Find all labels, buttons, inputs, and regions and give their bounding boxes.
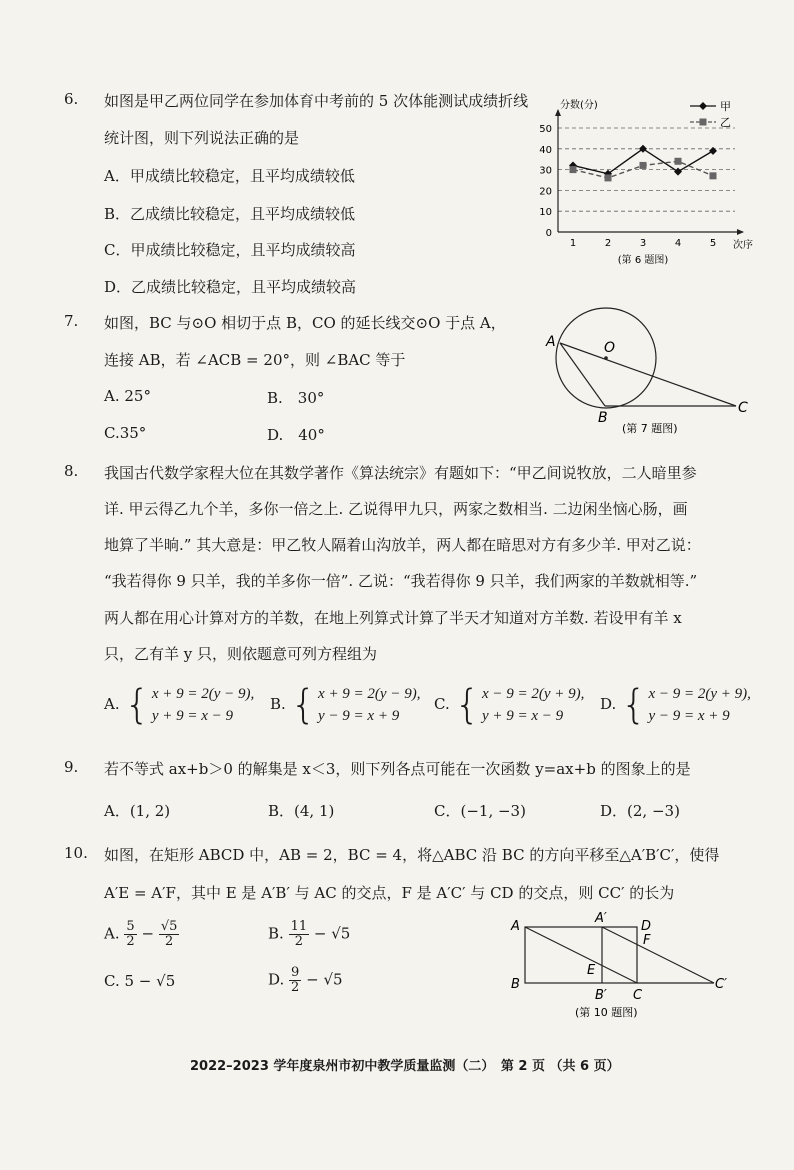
q10-option-c-label: C. (104, 972, 120, 990)
label-c: C (738, 400, 748, 416)
x-tick-5: 5 (709, 238, 717, 249)
y-tick-40: 40 (539, 144, 552, 156)
q10-b-rest: − √5 (313, 924, 351, 943)
q10-option-b-label: B. (268, 924, 284, 943)
q6-option-b: B．乙成绩比较稳定，且平均成绩较低 (104, 205, 356, 223)
point-乙-4 (675, 158, 682, 165)
q10-a-num1: 5 (126, 919, 135, 934)
q9-number: 9. (64, 758, 79, 776)
q10-d-den1: 2 (291, 980, 300, 995)
q8-option-c-label: C. (434, 695, 450, 713)
point-甲-5 (709, 147, 717, 155)
q8-option-b-label: B. (270, 695, 286, 713)
q6-number: 6. (64, 90, 79, 108)
x-tick-4: 4 (674, 238, 682, 249)
label-a-prime: A′ (595, 911, 607, 926)
q9-option-b: B．(4, 1) (268, 802, 335, 820)
q7-option-c: C.35° (104, 424, 147, 442)
point-乙-5 (710, 172, 717, 179)
label-e: E (587, 963, 596, 978)
segment-ac (525, 927, 637, 983)
q10-a-minus: − (141, 924, 155, 943)
segment-a-prime-c-prime (602, 927, 714, 983)
q9-option-a: A．(1, 2) (104, 802, 171, 820)
point-乙-2 (605, 174, 612, 181)
q8-option-a-eq2: y + 9 = x − 9 (151, 708, 234, 724)
q8-option-c-eq2: y + 9 = x − 9 (481, 708, 564, 724)
point-甲-4 (674, 168, 682, 176)
q10-b-num1: 11 (290, 919, 308, 934)
x-tick-1: 1 (569, 238, 577, 249)
label-d: D (641, 919, 652, 934)
q6-option-d: D．乙成绩比较稳定，且平均成绩较高 (104, 278, 357, 296)
q8-number: 8. (64, 462, 79, 480)
q7-option-b: B. 30° (267, 389, 325, 407)
x-tick-2: 2 (604, 238, 612, 249)
label-a: A (546, 334, 556, 350)
q8-option-b-eq2: y − 9 = x + 9 (318, 708, 400, 724)
q7-option-d: D. 40° (267, 426, 325, 444)
q10-option-a-label: A. (104, 924, 120, 943)
q10-a-num2: √5 (160, 919, 178, 934)
q10-option-c (104, 972, 175, 990)
q7-option-a: A. 25° (104, 387, 151, 405)
label-c-prime: C′ (715, 977, 728, 992)
q7-number: 7. (64, 312, 79, 330)
q8-option-c-eq1: x − 9 = 2(y + 9), (481, 686, 585, 702)
q10-a-den1: 2 (126, 934, 135, 949)
center-point-o (604, 356, 608, 360)
page-footer: 2022–2023 学年度泉州市初中教学质量监测（二） 第 2 页 （共 6 页） (190, 1059, 620, 1074)
q8-text-line3: 地算了半晌.” 其大意是：甲乙牧人隔着山沟放羊，两人都在暗思对方有多少羊. 甲对乙说： (104, 536, 701, 554)
legend-marker-乙 (700, 119, 707, 126)
q10-option-d-label: D. (268, 970, 285, 989)
q9-option-c: C．(−1, −3) (434, 802, 526, 820)
segment-ab (560, 343, 605, 406)
q10-text-line1: 如图，在矩形 ABCD 中，AB = 2，BC = 4，将△ABC 沿 BC 的方向平移至△A′B′C′，使得 (104, 846, 720, 864)
label-b: B (511, 977, 520, 992)
x-tick-3: 3 (639, 238, 647, 249)
q10-text-line2: A′E = A′F，其中 E 是 A′B′ 与 AC 的交点，F 是 A′C′ 与 CD 的交点，则 CC′ 的长为 (104, 884, 675, 902)
q10-option-d (268, 966, 343, 995)
label-a: A (511, 919, 520, 934)
x-axis-label: 次序 (733, 240, 753, 251)
label-b: B (598, 410, 608, 426)
legend-marker-甲 (699, 102, 707, 110)
chart-legend (690, 100, 731, 129)
y-tick-50: 50 (539, 124, 552, 135)
chart-gridlines (558, 128, 735, 211)
label-o: O (604, 340, 616, 356)
q8-text-line6: 只，乙有羊 y 只，则依题意可列方程组为 (104, 645, 378, 663)
q8-option-c: C. { x − 9 = 2(y + 9), y + 9 = x − 9 (434, 682, 585, 728)
q10-d-rest: − √5 (306, 970, 343, 989)
q8-text-line2: 详. 甲云得乙九个羊，多你一倍之上. 乙说得甲九只，两家之数相当. 二边闲坐恼心肠，画 (104, 500, 688, 518)
point-乙-1 (570, 166, 577, 173)
q7-circle-tangent-figure (540, 300, 760, 440)
y-axis-label: 分数(分) (560, 100, 598, 111)
segment-ac (560, 343, 736, 406)
q8-option-a-eq1: x + 9 = 2(y − 9), (151, 686, 255, 702)
q6-line-chart (520, 96, 765, 276)
q6-text-line2: 统计图，则下列说法正确的是 (104, 129, 300, 147)
q8-text-line4: “我若得你 9 只羊，我的羊多你一倍”. 乙说：“我若得你 9 只羊，我们两家的羊数就相等.” (104, 572, 698, 590)
label-b-prime: B′ (595, 988, 607, 1003)
figure7-caption: (第 7 题图) (622, 422, 678, 435)
q10-rectangle-translation-figure (505, 910, 750, 1025)
q9-option-d: D．(2, −3) (600, 802, 680, 820)
q7-text-line2: 连接 AB，若 ∠ACB = 20°，则 ∠BAC 等于 (104, 351, 406, 369)
q8-text-line1: 我国古代数学家程大位在其数学著作《算法统宗》有题如下：“甲乙间说牧放，二人暗里参 (104, 464, 697, 482)
q6-option-c: C．甲成绩比较稳定，且平均成绩较高 (104, 241, 356, 259)
q10-number: 10. (64, 844, 88, 862)
y-tick-20: 20 (539, 186, 552, 198)
label-f: F (643, 933, 651, 948)
q8-option-d: D. { x − 9 = 2(y + 9), y − 9 = x + 9 (600, 682, 751, 728)
figure10-caption: (第 10 题图) (575, 1006, 638, 1019)
y-tick-10: 10 (539, 207, 552, 219)
legend-label-乙: 乙 (720, 116, 731, 129)
q8-option-d-eq1: x − 9 = 2(y + 9), (648, 686, 751, 702)
q8-option-b: B. { x + 9 = 2(y − 9), y − 9 = x + 9 (270, 682, 421, 728)
q9-text-line1: 若不等式 ax+b＞0 的解集是 x＜3，则下列各点可能在一次函数 y=ax+b 的图象上的是 (104, 760, 691, 778)
point-乙-3 (640, 162, 647, 169)
q8-option-b-eq1: x + 9 = 2(y − 9), (318, 686, 421, 702)
q8-option-d-eq2: y − 9 = x + 9 (648, 708, 730, 724)
q8-option-a-label: A. (104, 695, 120, 713)
q10-b-den1: 2 (294, 934, 303, 949)
q10-d-num1: 9 (291, 965, 300, 980)
q10-option-a (104, 920, 179, 949)
x-axis-arrow (737, 229, 744, 235)
q7-text-line1: 如图，BC 与⊙O 相切于点 B，CO 的延长线交⊙O 于点 A， (104, 314, 506, 332)
q6-text-line1: 如图是甲乙两位同学在参加体育中考前的 5 次体能测试成绩折线 (104, 92, 529, 110)
q8-option-a: A. { x + 9 = 2(y − 9), y + 9 = x − 9 (104, 682, 255, 728)
legend-label-甲: 甲 (720, 100, 731, 113)
y-tick-0: 0 (545, 228, 552, 239)
q6-option-a: A．甲成绩比较稳定，且平均成绩较低 (104, 167, 355, 185)
chart-caption: (第 6 题图) (617, 255, 669, 266)
q8-option-d-label: D. (600, 695, 617, 713)
chart-series (569, 145, 717, 182)
q10-a-den2: 2 (164, 934, 174, 949)
q10-option-c-text: 5 − √5 (124, 972, 176, 990)
label-c: C (633, 988, 643, 1003)
q8-text-line5: 两人都在用心计算对方的羊数，在地上列算式计算了半天才知道对方羊数. 若设甲有羊 x (104, 609, 682, 627)
y-tick-30: 30 (539, 165, 552, 177)
q10-option-b (268, 920, 350, 949)
